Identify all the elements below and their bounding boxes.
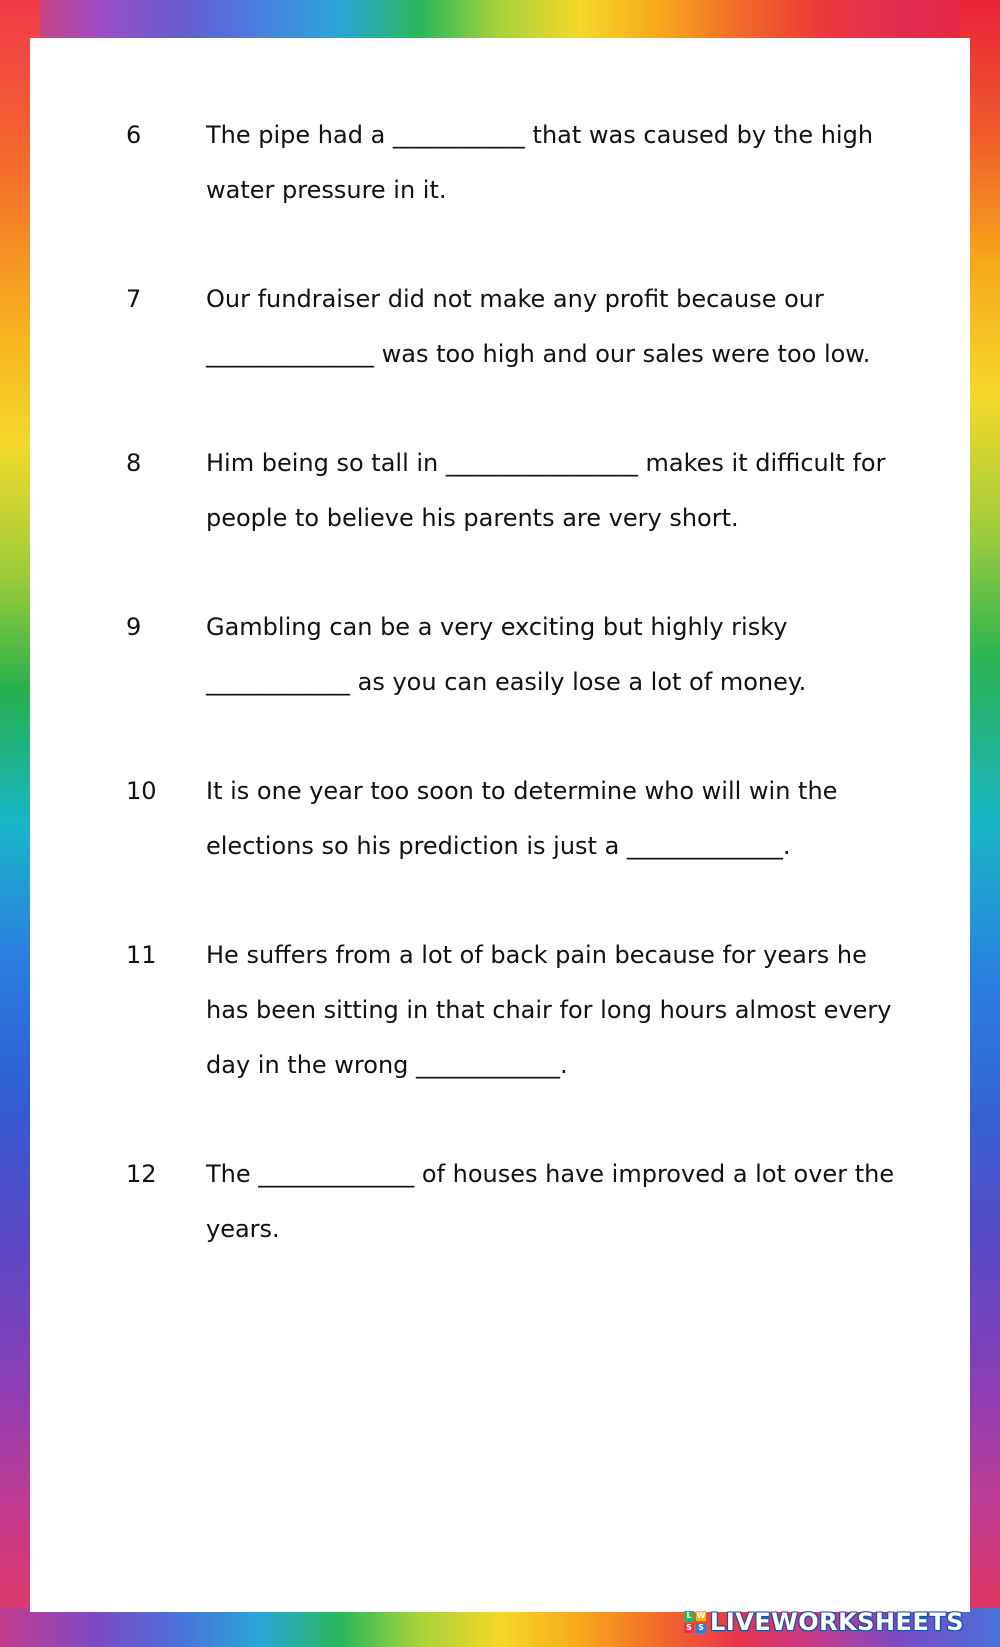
logo-mark-letter: L — [684, 1611, 694, 1621]
logo-mark-letter: S — [684, 1623, 694, 1633]
question-text: He suffers from a lot of back pain because for years he has been sitting in that chair for long hours almost every day in the wrong ____________. — [206, 941, 900, 1079]
question-text: Our fundraiser did not make any profit because our ______________ was too high and our sales were too low. — [206, 285, 871, 368]
logo-mark-icon — [684, 1611, 706, 1633]
question-text: It is one year too soon to determine who will win the elections so his prediction is just a _____________. — [206, 777, 846, 860]
logo-text: LIVEWORKSHEETS — [710, 1608, 964, 1636]
frame-top — [0, 0, 1000, 40]
question-item — [126, 272, 906, 382]
question-number: 7 — [126, 285, 142, 313]
question-item — [126, 764, 906, 874]
question-text: The _____________ of houses have improved a lot over the years. — [206, 1160, 902, 1243]
question-number: 10 — [126, 777, 157, 805]
question-number: 8 — [126, 449, 142, 477]
liveworksheets-logo[interactable] — [684, 1607, 964, 1637]
question-number: 12 — [126, 1160, 157, 1188]
logo-mark-letter: S — [696, 1623, 706, 1633]
question-number: 11 — [126, 941, 157, 969]
question-number: 6 — [126, 121, 142, 149]
question-text: Gambling can be a very exciting but highly risky ____________ as you can easily lose a lot of money. — [206, 613, 807, 696]
question-text: Him being so tall in ________________ makes it difficult for people to believe his parents are very short. — [206, 449, 894, 532]
question-text: The pipe had a ___________ that was caused by the high water pressure in it. — [206, 121, 881, 204]
question-item — [126, 108, 906, 218]
question-item — [126, 436, 906, 546]
question-number: 9 — [126, 613, 142, 641]
worksheet-page — [30, 38, 970, 1612]
question-item — [126, 1147, 906, 1257]
question-list — [126, 108, 906, 1311]
question-item — [126, 600, 906, 710]
logo-mark-letter: W — [696, 1611, 706, 1620]
question-item — [126, 928, 906, 1093]
